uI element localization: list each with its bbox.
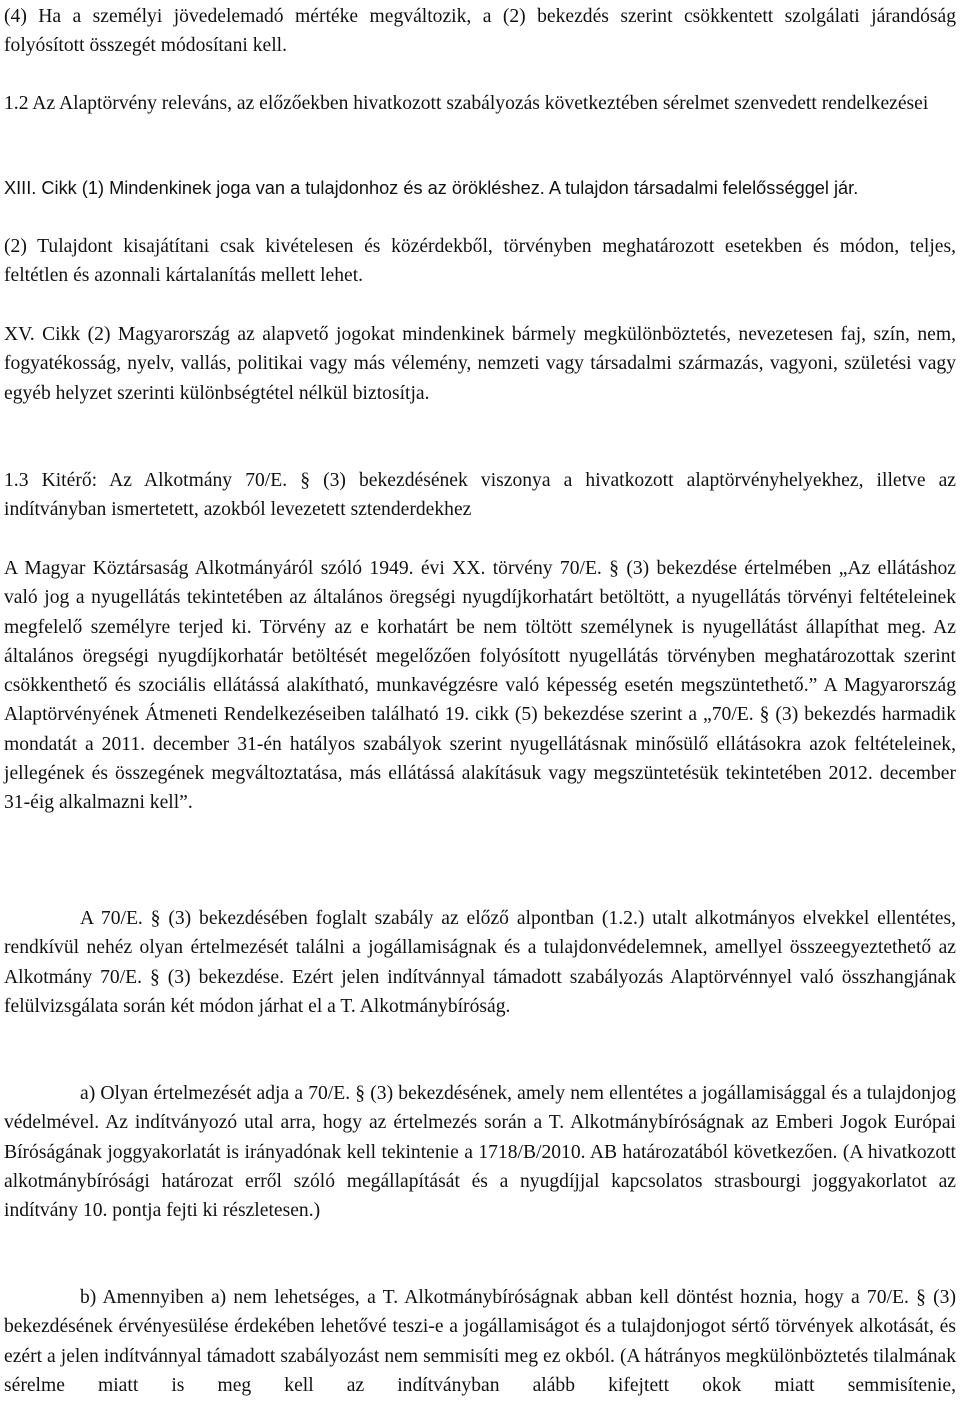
article-xiii-1: XIII. Cikk (1) Mindenkinek joga van a tulajdonhoz és az örökléshez. A tulajdon társadalmi felelősséggel jár.	[4, 178, 859, 198]
paragraph-option-a: a) Olyan értelmezését adja a 70/E. § (3) bekezdésének, amely nem ellentétes a jogállamisággal és a tulajdonjog védelmével. Az indítványozó utal arra, hogy az értelmezés során a T. Alkotmánybíróságnak az Emberi Jogok Európai Bíróságának joggyakorlatát is irányadónak kell tekintenie a 1718/B/2010. AB határozatából következően. (A hivatkozott alkotmánybírósági határozat erről szóló megállapítását és a nyugdíjjal kapcsolatos strasbourgi joggyakorlatot az indítvány 10. pontja fejti ki részletesen.)	[4, 1083, 956, 1222]
paragraph-4-szolgalati-jarandosag: (4) Ha a személyi jövedelemadó mértéke megváltozik, a (2) bekezdés szerint csökkentett szolgálati járandóság folyósított összegét módosítani kell.	[4, 6, 956, 57]
paragraph-option-b: b) Amennyiben a) nem lehetséges, a T. Alkotmánybíróságnak abban kell döntést hoznia, hogy a 70/E. § (3) bekezdésének érvényesülése érdekében lehetővé teszi-e a jogállamiságot és a tulajdonjogot sértő törvények alkotását, és ezért a jelen indítvánnyal támadott szabályozást nem semmisíti meg ez okból. (A hátrányos megkülönböztetés tilalmának sérelme miatt is meg kell az indítványban alább kifejtett okok miatt semmisítenie,	[4, 1287, 956, 1396]
paragraph-alkotmany-70e: A Magyar Köztársaság Alkotmányáról szóló 1949. évi XX. törvény 70/E. § (3) bekezdése értelmében „Az ellátáshoz való jog a nyugellátás tekintetében az általános öregségi nyugdíjkorhatárt betöltött, a nyugellátás törvényi feltételeinek megfelelő személyre terjed ki. Törvény az e korhatárt be nem töltött személynek is nyugellátást állapíthat meg. Az általános öregségi nyugdíjkorhatár betöltését megelőzően folyósított nyugellátás törvényben meghatározottak szerint csökkenthető és szociális ellátássá alakítható, munkavégzésre való képesség esetén megszüntethető.” A Magyarország Alaptörvényének Átmeneti Rendelkezéseiben található 19. cikk (5) bekezdése szerint a „70/E. § (3) bekezdés harmadik mondatát a 2011. december 31-én hatályos szabályok szerint nyugellátásnak minősülő ellátásokra azok feltételeinek, jellegének és összegének megváltoztatása, más ellátássá alakításuk vagy megszüntetésük tekintetében 2012. december 31-éig alkalmazni kell”.	[4, 558, 956, 814]
section-heading-1-2: 1.2 Az Alaptörvény releváns, az előzőekben hivatkozott szabályozás következtében sérelmet szenvedett rendelkezései	[4, 93, 929, 114]
article-xv-2: XV. Cikk (2) Magyarország az alapvető jogokat mindenkinek bármely megkülönböztetés, nevezetesen faj, szín, nem, fogyatékosság, nyelv, vallás, politikai vagy más vélemény, nemzeti vagy társadalmi származás, vagyoni, születési vagy egyéb helyzet szerinti különbségtétel nélkül biztosítja.	[4, 324, 956, 404]
section-heading-1-3: 1.3 Kitérő: Az Alkotmány 70/E. § (3) bekezdésének viszonya a hivatkozott alaptörvényhelyekhez, illetve az indítványban ismertetett, azokból levezetett sztenderdekhez	[4, 470, 956, 521]
article-xiii-2: (2) Tulajdont kisajátítani csak kivételesen és közérdekből, törvényben meghatározott esetekben és módon, teljes, feltétlen és azonnali kártalanítás mellett lehet.	[4, 236, 956, 287]
paragraph-70e-ellentetes: A 70/E. § (3) bekezdésében foglalt szabály az előző alpontban (1.2.) utalt alkotmányos elvekkel ellentétes, rendkívül nehéz olyan értelmezését találni a jogállamiságnak és a tulajdonvédelemnek, amellyel összeegyeztethető az Alkotmány 70/E. § (3) bekezdése. Ezért jelen indítvánnyal támadott szabályozás Alaptörvénnyel való összhangjának felülvizsgálata során két módon járhat el a T. Alkotmánybíróság.	[4, 908, 956, 1017]
